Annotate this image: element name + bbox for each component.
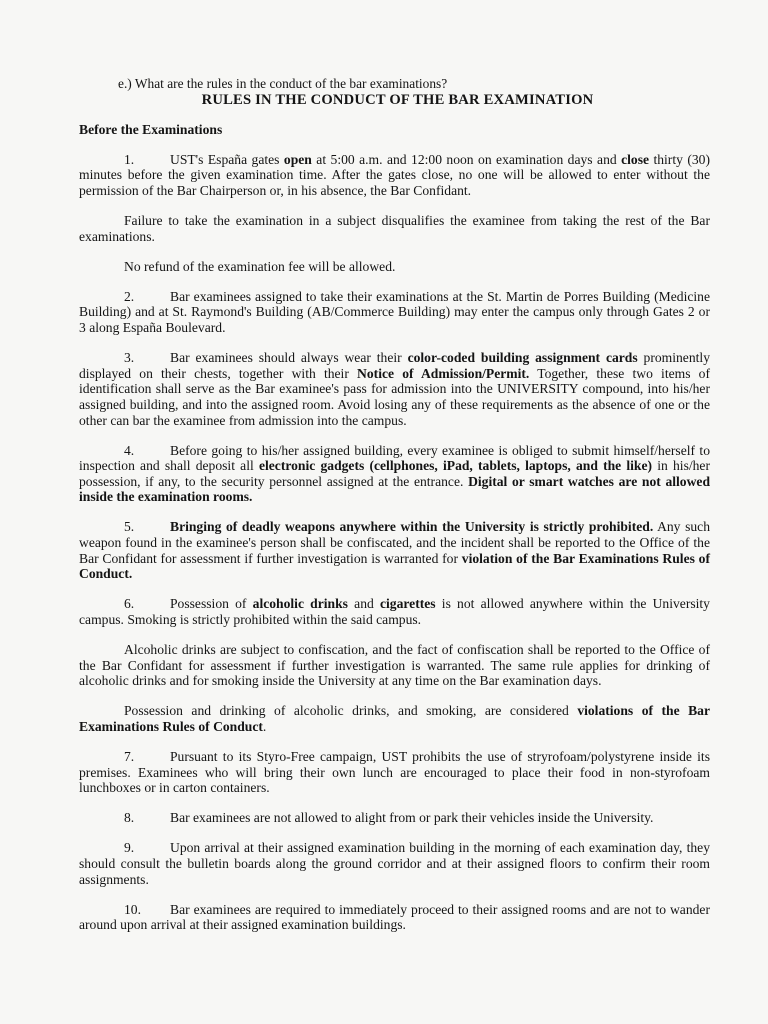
rule-paragraph: [79, 519, 710, 581]
rule-paragraph: [79, 810, 710, 826]
rules-body: [79, 152, 710, 933]
body-text: Bar examinees are required to immediately proceed to their assigned rooms and are not to wander around upon arrival at their assigned examination buildings.: [79, 901, 710, 933]
body-text: Possession and drinking of alcoholic drinks, and smoking, are considered: [124, 703, 578, 719]
body-text: Bar examinees assigned to take their examinations at the St. Martin de Porres Building (Medicine Building) and at St. Raymond's Building (AB/Commerce Building) may enter the campus only through Gates 2 or 3 along España Boulevard.: [79, 288, 710, 336]
rule-number: 1.: [124, 151, 135, 167]
rule-number: 9.: [124, 840, 135, 856]
emphasized-text: violation of the Bar Examinations Rules of Conduct.: [79, 550, 710, 582]
rule-number: 4.: [124, 442, 135, 458]
body-text: Before going to his/her assigned building, every examinee is obliged to submit himself/herself to inspection and shall deposit all: [79, 442, 710, 474]
rule-paragraph: [79, 350, 710, 428]
body-text: Together, these two items of identification shall serve as the Bar examinee's pass for admission into the UNIVERSITY compound, into his/her assigned building, and into the assigned room. Avoid losing any of these requirements as the absence of one or the other can bar the examinee from admission into the campus.: [79, 365, 710, 428]
rule-paragraph: [79, 749, 710, 796]
emphasized-text: alcoholic drinks: [252, 596, 348, 612]
rule-paragraph: [79, 443, 710, 505]
rule-number: 8.: [124, 810, 135, 826]
rule-paragraph: [79, 596, 710, 627]
body-text: is not allowed anywhere within the University campus. Smoking is strictly prohibited within the said campus.: [79, 596, 710, 627]
question-line: e.) What are the rules in the conduct of the bar examinations?: [118, 76, 448, 91]
body-text: Alcoholic drinks are subject to confiscation, and the fact of confiscation shall be reported to the Office of the Bar Confidant for assessment if further investigation is warranted. The same rule applies for drinking of alcoholic drinks and for smoking inside the University at any time on the Bar examination days.: [79, 642, 710, 689]
body-text: at 5:00 a.m. and 12:00 noon on examination days and: [311, 151, 622, 167]
body-text: Bar examinees are not allowed to alight from or park their vehicles inside the University.: [170, 810, 654, 826]
emphasized-text: open: [283, 151, 312, 167]
emphasized-text: color-coded building assignment cards: [407, 350, 638, 366]
emphasized-text: electronic gadgets (cellphones, iPad, tablets, laptops, and the like): [258, 458, 653, 474]
emphasized-text: Digital or smart watches are not allowed inside the examination rooms.: [79, 473, 711, 505]
body-text: prominently displayed on their chests, together with their: [79, 350, 710, 381]
emphasized-text: cigarettes: [379, 596, 436, 612]
body-text: Any such weapon found in the examinee's person shall be confiscated, and the incident shall be reported to the Office of the Bar Confidant for assessment if further investigation is warranted for: [79, 519, 711, 566]
body-text: .: [262, 718, 267, 734]
rule-number: 6.: [124, 596, 135, 612]
rule-paragraph: [79, 152, 710, 199]
rule-subparagraph: [79, 259, 710, 275]
rule-number: 7.: [124, 749, 135, 764]
rule-number: 10.: [124, 901, 141, 917]
body-text: and: [347, 596, 380, 612]
body-text: Upon arrival at their assigned examination building in the morning of each examination day, they should consult the bulletin boards along the ground corridor and at their assigned floors to confirm their room assignments.: [79, 840, 710, 887]
body-text: No refund of the examination fee will be allowed.: [124, 258, 396, 274]
rule-number: 2.: [124, 288, 135, 304]
rule-paragraph: [79, 289, 710, 336]
document-title: RULES IN THE CONDUCT OF THE BAR EXAMINATION: [201, 91, 594, 108]
section-heading: Before the Examinations: [79, 122, 223, 138]
body-text: Possession of: [170, 596, 253, 612]
body-text: UST's España gates: [170, 151, 284, 167]
rule-subparagraph: [79, 642, 710, 689]
rule-subparagraph: [79, 213, 710, 244]
body-text: Failure to take the examination in a subject disqualifies the examinee from taking the rest of the Bar examinations.: [79, 213, 710, 244]
rule-number: 5.: [124, 519, 135, 535]
body-text: Bar examinees should always wear their: [170, 350, 408, 366]
body-text: in his/her possession, if any, to the security personnel assigned at the entrance.: [79, 458, 710, 489]
rule-paragraph: [79, 902, 710, 933]
emphasized-text: violations of the Bar Examinations Rules of Conduct: [79, 703, 710, 734]
emphasized-text: close: [621, 151, 650, 167]
emphasized-text: Notice of Admission/Permit.: [357, 365, 530, 381]
rule-paragraph: [79, 840, 710, 887]
body-text: thirty (30) minutes before the given examination time. After the gates close, no one will be allowed to enter without the permission of the Bar Chairperson or, in his absence, the Bar Confidant.: [79, 151, 710, 198]
rule-number: 3.: [124, 350, 135, 366]
emphasized-text: Bringing of deadly weapons anywhere within the University is strictly prohibited.: [170, 519, 654, 535]
body-text: Pursuant to its Styro-Free campaign, UST prohibits the use of stryrofoam/polystyrene inside its premises. Examinees who will bring their own lunch are encouraged to place their food in non-styrofoam lunchboxes or in carton containers.: [79, 749, 710, 796]
rule-subparagraph: [79, 703, 710, 734]
